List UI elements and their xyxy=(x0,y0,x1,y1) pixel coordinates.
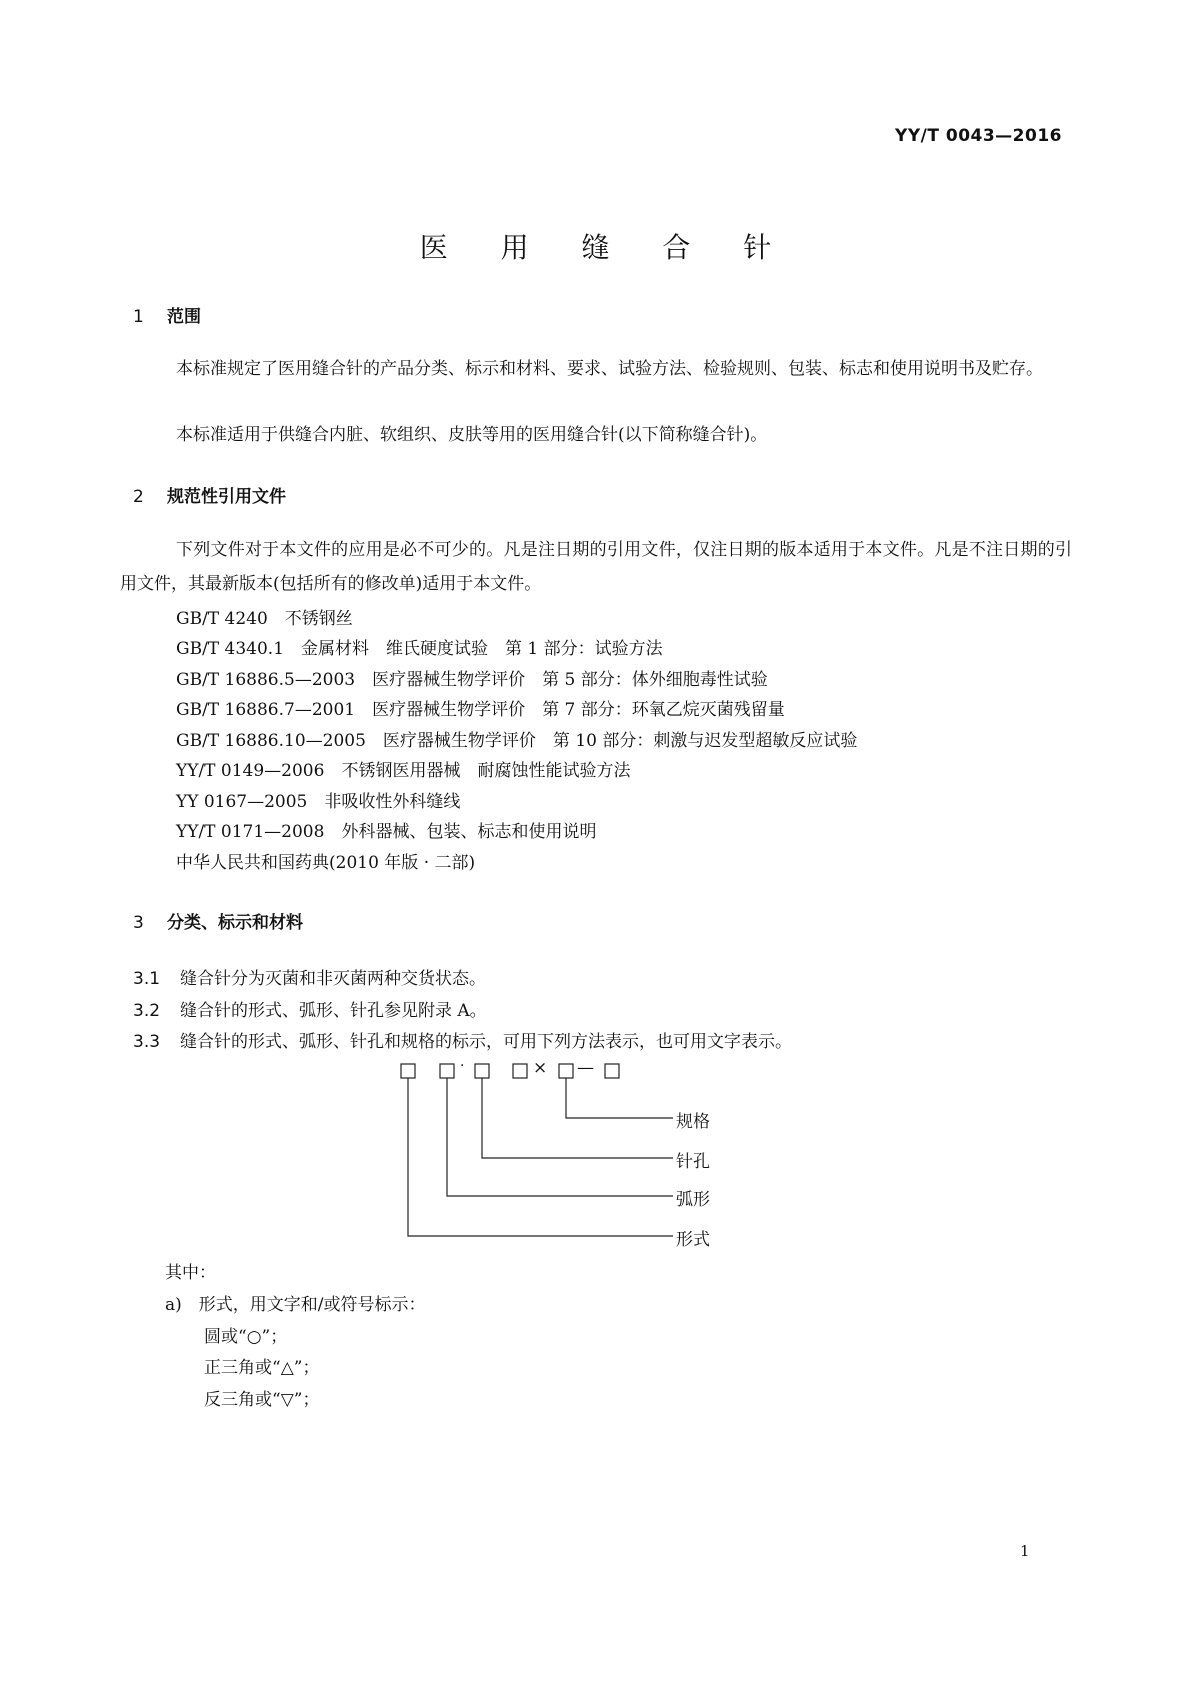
placeholder-box-form xyxy=(401,1064,415,1078)
reference-item: GB/T 16886.7—2001 医疗器械生物学评价 第 7 部分：环氧乙烷灭菌残留量 xyxy=(176,700,785,720)
document-title: 医 用 缝 合 针 xyxy=(419,231,794,264)
section-title: 规范性引用文件 xyxy=(167,487,286,507)
shape-triangle: 正三角或“△”； xyxy=(204,1358,320,1378)
label-arc: 弧形 xyxy=(676,1190,710,1210)
placeholder-box-size-3 xyxy=(605,1064,619,1078)
standard-code: YY/T 0043—2016 xyxy=(895,126,1062,146)
leader-line-size xyxy=(566,1078,673,1118)
where-label: 其中： xyxy=(165,1263,216,1283)
section-title: 范围 xyxy=(167,307,201,327)
label-form: 形式 xyxy=(676,1230,710,1250)
leader-line-arc xyxy=(447,1078,673,1196)
shape-round: 圆或“○”； xyxy=(204,1327,288,1347)
shape-reverse-triangle: 反三角或“▽”； xyxy=(204,1390,320,1410)
section-number: 3 xyxy=(133,913,144,933)
section-1-paragraph-1: 本标准规定了医用缝合针的产品分类、标示和材料、要求、试验方法、检验规则、包装、标志和使用说明书及贮存。 xyxy=(176,359,1043,379)
reference-item: 中华人民共和国药典(2010 年版 · 二部) xyxy=(176,853,476,873)
placeholder-box-size-2 xyxy=(559,1064,573,1078)
section-number: 2 xyxy=(133,487,144,507)
reference-item: GB/T 16886.5—2003 医疗器械生物学评价 第 5 部分：体外细胞毒性试验 xyxy=(176,670,768,690)
clause-number: 3.1 xyxy=(133,969,161,989)
placeholder-box-arc xyxy=(440,1064,454,1078)
reference-item: GB/T 4240 不锈钢丝 xyxy=(176,609,353,629)
clause-number: 3.3 xyxy=(133,1032,161,1052)
reference-item: GB/T 16886.10—2005 医疗器械生物学评价 第 10 部分：刺激与迟发型超敏反应试验 xyxy=(176,731,858,751)
item-a: a) 形式，用文字和/或符号标示： xyxy=(165,1295,426,1315)
reference-item: YY/T 0171—2008 外科器械、包装、标志和使用说明 xyxy=(176,822,597,842)
diagram-times: × xyxy=(533,1058,548,1078)
label-eye: 针孔 xyxy=(676,1152,710,1172)
reference-item: YY/T 0149—2006 不锈钢医用器械 耐腐蚀性能试验方法 xyxy=(176,761,631,781)
label-size: 规格 xyxy=(676,1112,710,1132)
section-number: 1 xyxy=(133,307,144,327)
reference-item: GB/T 4340.1 金属材料 维氏硬度试验 第 1 部分：试验方法 xyxy=(176,639,663,659)
clause-number: 3.2 xyxy=(133,1001,161,1021)
diagram-dash: — xyxy=(577,1058,592,1078)
reference-item: YY 0167—2005 非吸收性外科缝线 xyxy=(176,792,461,812)
page-number: 1 xyxy=(1020,1542,1030,1560)
leader-line-form xyxy=(408,1078,673,1236)
clause-text: 缝合针的形式、弧形、针孔和规格的标示，可用下列方法表示，也可用文字表示。 xyxy=(180,1032,792,1052)
section-2-paragraph-1: 下列文件对于本文件的应用是必不可少的。凡是注日期的引用文件，仅注日期的版本适用于本文件。凡是不注日期的引用文件，其最新版本(包括所有的修改单)适用于本文件。 xyxy=(120,540,1072,594)
placeholder-box-size-1 xyxy=(513,1064,527,1078)
section-title: 分类、标示和材料 xyxy=(167,913,303,933)
clause-text: 缝合针的形式、弧形、针孔参见附录 A。 xyxy=(180,1001,487,1021)
clause-text: 缝合针分为灭菌和非灭菌两种交货状态。 xyxy=(180,969,486,989)
section-1-paragraph-2: 本标准适用于供缝合内脏、软组织、皮肤等用的医用缝合针(以下简称缝合针)。 xyxy=(176,425,768,445)
placeholder-box-eye xyxy=(475,1064,489,1078)
diagram-dot: · xyxy=(460,1058,465,1074)
